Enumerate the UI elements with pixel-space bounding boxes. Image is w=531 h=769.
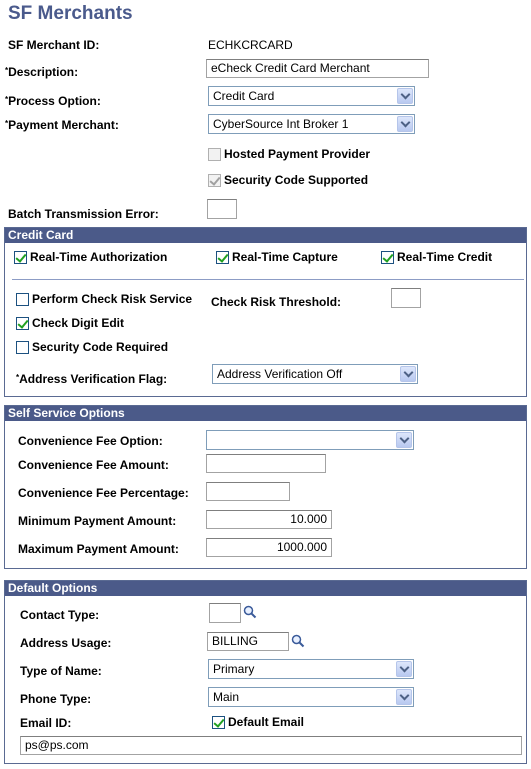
- address-usage-input[interactable]: BILLING: [207, 632, 289, 651]
- process-option-label: *Process Option:: [5, 94, 101, 108]
- contact-type-label: Contact Type:: [20, 608, 100, 622]
- rt-credit-row: [381, 250, 492, 264]
- min-payment-input[interactable]: 10.000: [206, 510, 332, 529]
- avs-label: *Address Verification Flag:: [16, 372, 168, 386]
- payment-merchant-select[interactable]: [208, 114, 415, 134]
- risk-threshold-label: Check Risk Threshold:: [211, 295, 342, 309]
- email-input[interactable]: ps@ps.com: [20, 736, 522, 755]
- default-email-row: [212, 715, 304, 729]
- description-input[interactable]: eCheck Credit Card Merchant: [206, 59, 429, 78]
- check-risk-label: Perform Check Risk Service: [32, 292, 193, 306]
- fee-percent-input[interactable]: [206, 482, 290, 501]
- security-required-row: [16, 340, 168, 354]
- phone-type-value: Main: [213, 690, 240, 704]
- merchant-id-value: ECHKCRCARD: [208, 38, 293, 52]
- process-option-select[interactable]: [208, 86, 415, 106]
- rt-credit-label: Real-Time Credit: [397, 250, 493, 264]
- max-payment-input[interactable]: 1000.000: [206, 538, 332, 557]
- payment-merchant-label: *Payment Merchant:: [5, 118, 119, 132]
- description-label: *Description:: [5, 65, 79, 79]
- max-payment-label: Maximum Payment Amount:: [18, 542, 179, 556]
- chevron-down-icon[interactable]: [397, 88, 413, 104]
- payment-merchant-value: CyberSource Int Broker 1: [213, 117, 349, 131]
- phone-type-label: Phone Type:: [20, 692, 92, 706]
- check-risk-row: [16, 292, 192, 306]
- phone-type-select[interactable]: [208, 687, 414, 707]
- fee-option-select[interactable]: [206, 430, 414, 450]
- check-digit-checkbox[interactable]: [16, 317, 29, 330]
- credit-card-divider: [12, 279, 524, 280]
- rt-capture-label: Real-Time Capture: [232, 250, 338, 264]
- fee-option-label: Convenience Fee Option:: [18, 434, 163, 448]
- merchant-id-label: SF Merchant ID:: [8, 38, 100, 52]
- hosted-payment-checkbox[interactable]: [208, 148, 221, 161]
- name-type-label: Type of Name:: [20, 664, 102, 678]
- rt-capture-row: [216, 250, 338, 264]
- rt-auth-checkbox[interactable]: [14, 251, 27, 264]
- rt-auth-row: [14, 250, 167, 264]
- default-options-header: Default Options: [5, 581, 526, 596]
- batch-error-label: Batch Transmission Error:: [8, 207, 159, 221]
- contact-type-input[interactable]: [209, 603, 241, 623]
- chevron-down-icon[interactable]: [396, 661, 412, 677]
- address-usage-label: Address Usage:: [20, 636, 112, 650]
- fee-percent-label: Convenience Fee Percentage:: [18, 486, 189, 500]
- security-required-checkbox[interactable]: [16, 341, 29, 354]
- check-digit-row: [16, 316, 124, 330]
- rt-credit-checkbox[interactable]: [381, 251, 394, 264]
- rt-capture-checkbox[interactable]: [216, 251, 229, 264]
- rt-auth-label: Real-Time Authorization: [30, 250, 168, 264]
- self-service-header: Self Service Options: [5, 406, 526, 421]
- chevron-down-icon[interactable]: [396, 689, 412, 705]
- hosted-payment-row: [208, 147, 370, 161]
- fee-amount-input[interactable]: [206, 454, 326, 473]
- default-email-checkbox[interactable]: [212, 716, 225, 729]
- magnifier-lookup-icon[interactable]: [291, 634, 305, 648]
- chevron-down-icon[interactable]: [397, 116, 413, 132]
- credit-card-header: Credit Card: [5, 228, 526, 243]
- security-code-supported-checkbox[interactable]: [208, 174, 221, 187]
- avs-select[interactable]: [212, 364, 418, 384]
- page-title: SF Merchants: [8, 3, 133, 24]
- risk-threshold-input[interactable]: [391, 288, 421, 308]
- magnifier-lookup-icon[interactable]: [243, 605, 257, 619]
- min-payment-label: Minimum Payment Amount:: [18, 514, 177, 528]
- security-required-label: Security Code Required: [32, 340, 169, 354]
- default-email-label: Default Email: [228, 715, 305, 729]
- name-type-value: Primary: [213, 662, 255, 676]
- name-type-select[interactable]: [208, 659, 414, 679]
- avs-value: Address Verification Off: [217, 367, 343, 381]
- chevron-down-icon[interactable]: [396, 432, 412, 448]
- check-digit-label: Check Digit Edit: [32, 316, 125, 330]
- hosted-payment-label: Hosted Payment Provider: [224, 147, 371, 161]
- security-code-supported-row: [208, 173, 368, 187]
- batch-error-input[interactable]: [207, 199, 237, 219]
- fee-amount-label: Convenience Fee Amount:: [18, 458, 169, 472]
- process-option-value: Credit Card: [213, 89, 275, 103]
- check-risk-checkbox[interactable]: [16, 293, 29, 306]
- security-code-supported-label: Security Code Supported: [224, 173, 369, 187]
- email-label: Email ID:: [20, 716, 72, 730]
- chevron-down-icon[interactable]: [400, 366, 416, 382]
